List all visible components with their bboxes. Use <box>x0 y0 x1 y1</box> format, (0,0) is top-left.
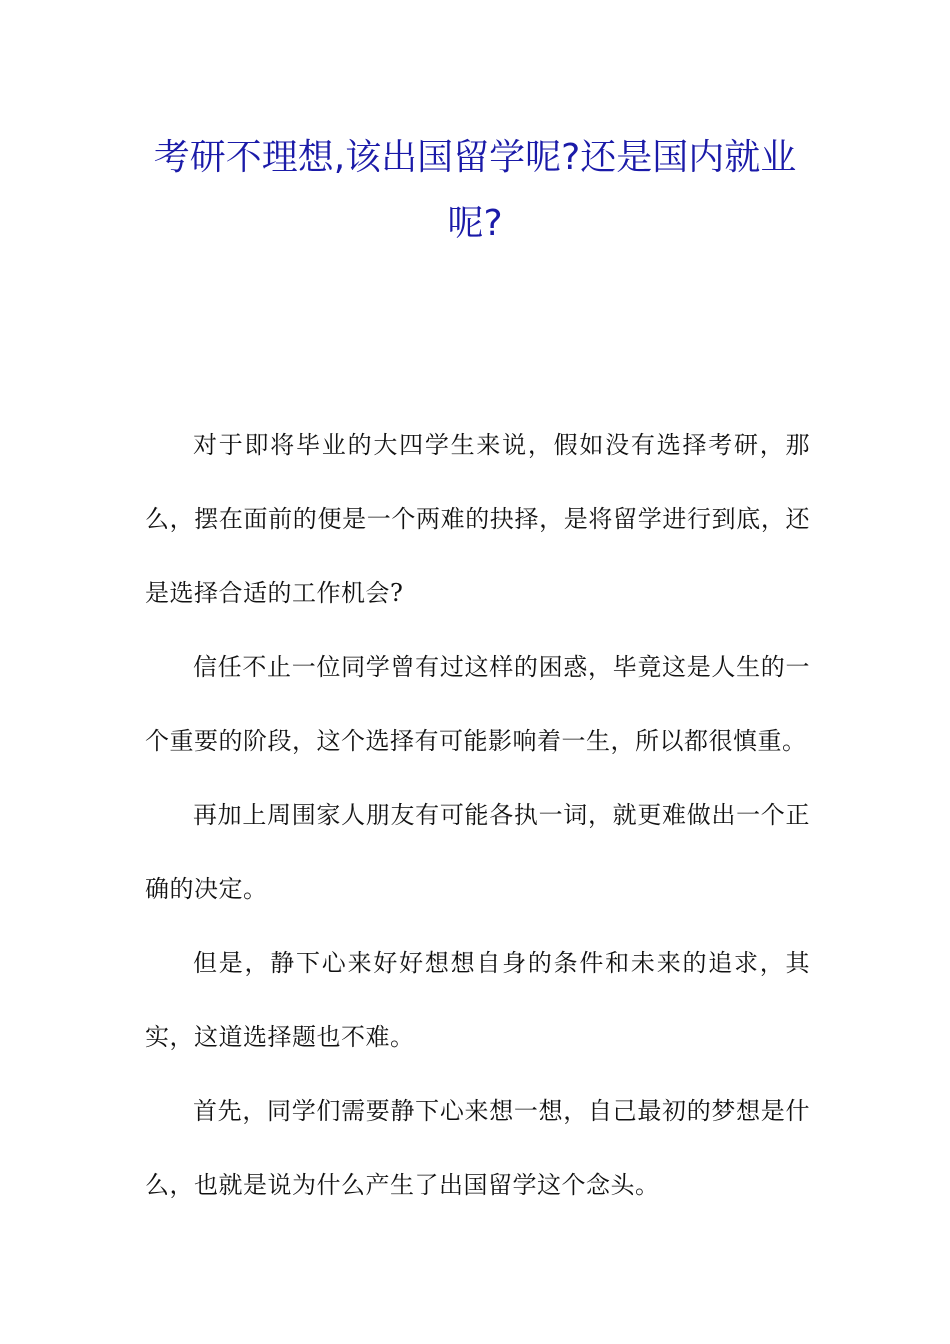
paragraph-4: 但是，静下心来好好想想自身的条件和未来的追求，其实，这道选择题也不难。 <box>145 949 810 1051</box>
paragraph-3: 再加上周围家人朋友有可能各执一词，就更难做出一个正确的决定。 <box>145 801 810 903</box>
paragraph-2: 信任不止一位同学曾有过这样的困惑，毕竟这是人生的一个重要的阶段，这个选择有可能影响着一生，所以都很慎重。 <box>145 653 810 755</box>
document-body <box>145 408 810 1222</box>
document-title: 考研不理想,该出国留学呢?还是国内就业呢? <box>153 137 797 244</box>
paragraph-1: 对于即将毕业的大四学生来说，假如没有选择考研，那么，摆在面前的便是一个两难的抉择，是将留学进行到底，还是选择合适的工作机会? <box>145 431 810 607</box>
paragraph-5: 首先，同学们需要静下心来想一想，自己最初的梦想是什么，也就是说为什么产生了出国留学这个念头。 <box>145 1097 810 1199</box>
